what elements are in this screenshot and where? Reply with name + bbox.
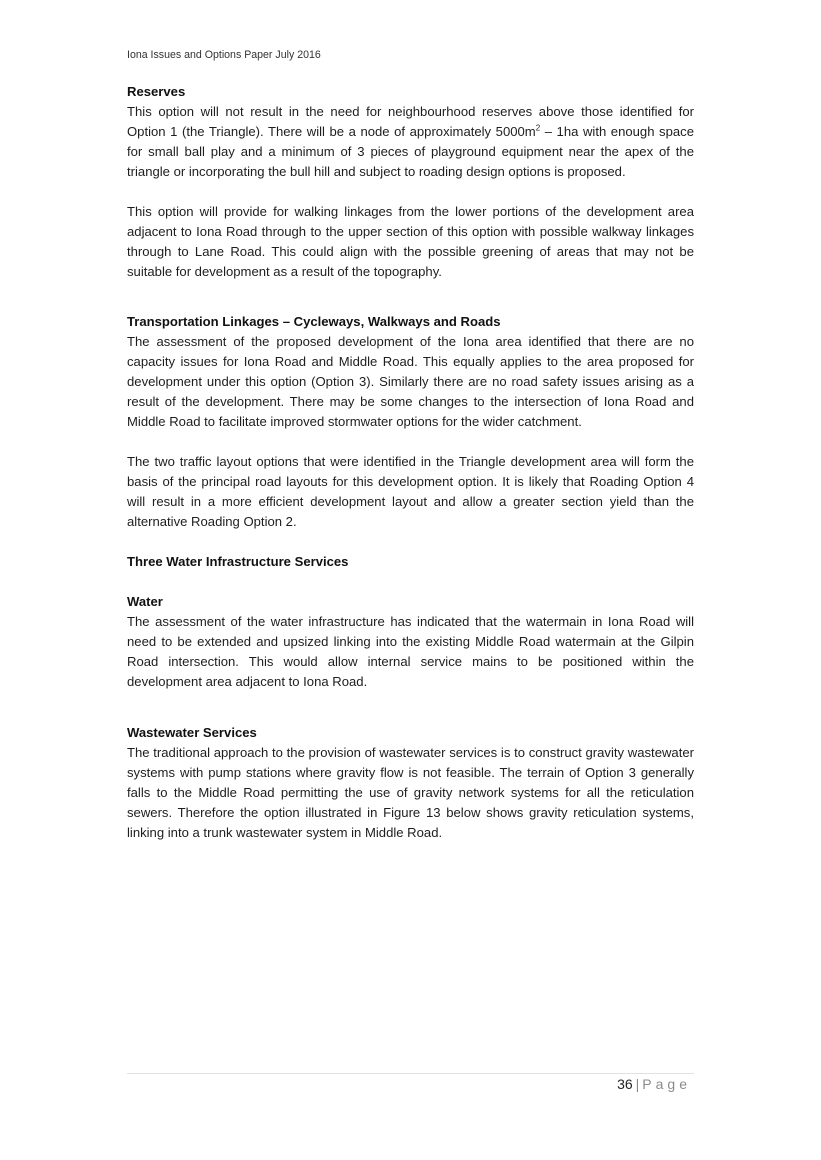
reserves-paragraph-1 bbox=[127, 102, 694, 182]
water-paragraph-1: The assessment of the water infrastructure has indicated that the watermain in Iona Road will need to be extended and upsized linking into the existing Middle Road watermain at the Gilpin Road intersection. This would allow internal service mains to be positioned within the development area adjacent to Iona Road. bbox=[127, 614, 694, 689]
page-content bbox=[127, 82, 694, 843]
heading-water: Water bbox=[127, 594, 163, 609]
heading-wastewater: Wastewater Services bbox=[127, 725, 257, 740]
heading-transportation: Transportation Linkages – Cycleways, Walkways and Roads bbox=[127, 314, 501, 329]
footer-divider bbox=[127, 1073, 694, 1074]
wastewater-paragraph-1: The traditional approach to the provision of wastewater services is to construct gravity wastewater systems with pump stations where gravity flow is not feasible. The terrain of Option 3 generally falls to the Middle Road permitting the use of gravity network systems for all the reticulation sewers. Therefore the option illustrated in Figure 13 below shows gravity reticulation systems, linking into a trunk wastewater system in Middle Road. bbox=[127, 745, 694, 840]
reserves-text-a: This option will not result in the need for neighbourhood reserves above those identified for Option 1 (the Triangle). There will be a node of approximately 5000m bbox=[127, 104, 694, 139]
reserves-text-b: – 1ha with enough space for small ball play and a minimum of 3 pieces of playground equipment near the apex of the triangle or incorporating the bull hill and subject to roading design options is proposed. bbox=[127, 124, 694, 179]
heading-reserves: Reserves bbox=[127, 84, 186, 99]
transportation-paragraph-1: The assessment of the proposed development of the Iona area identified that there are no capacity issues for Iona Road and Middle Road. This equally applies to the area proposed for development under this option (Option 3). Similarly there are no road safety issues arising as a result of the development. There may be some changes to the intersection of Iona Road and Middle Road to facilitate improved stormwater options for the wider catchment. bbox=[127, 334, 694, 429]
reserves-paragraph-2: This option will provide for walking linkages from the lower portions of the development area adjacent to Iona Road through to the upper section of this option with possible walkway linkages through to Lane Road. This could align with the possible greening of areas that may not be suitable for development as a result of the topography. bbox=[127, 204, 694, 279]
transportation-paragraph-2: The two traffic layout options that were identified in the Triangle development area will form the basis of the principal road layouts for this development option. It is likely that Roading Option 4 will result in a more efficient development layout and allow a greater section yield than the alternative Roading Option 2. bbox=[127, 454, 694, 529]
superscript-2: 2 bbox=[535, 123, 541, 133]
page-number-separator: | bbox=[635, 1076, 640, 1092]
page-number-value: 36 bbox=[617, 1076, 633, 1092]
page-number bbox=[617, 1076, 691, 1092]
page-word: Page bbox=[642, 1076, 691, 1092]
heading-three-water: Three Water Infrastructure Services bbox=[127, 554, 349, 569]
running-header: Iona Issues and Options Paper July 2016 bbox=[127, 49, 321, 61]
